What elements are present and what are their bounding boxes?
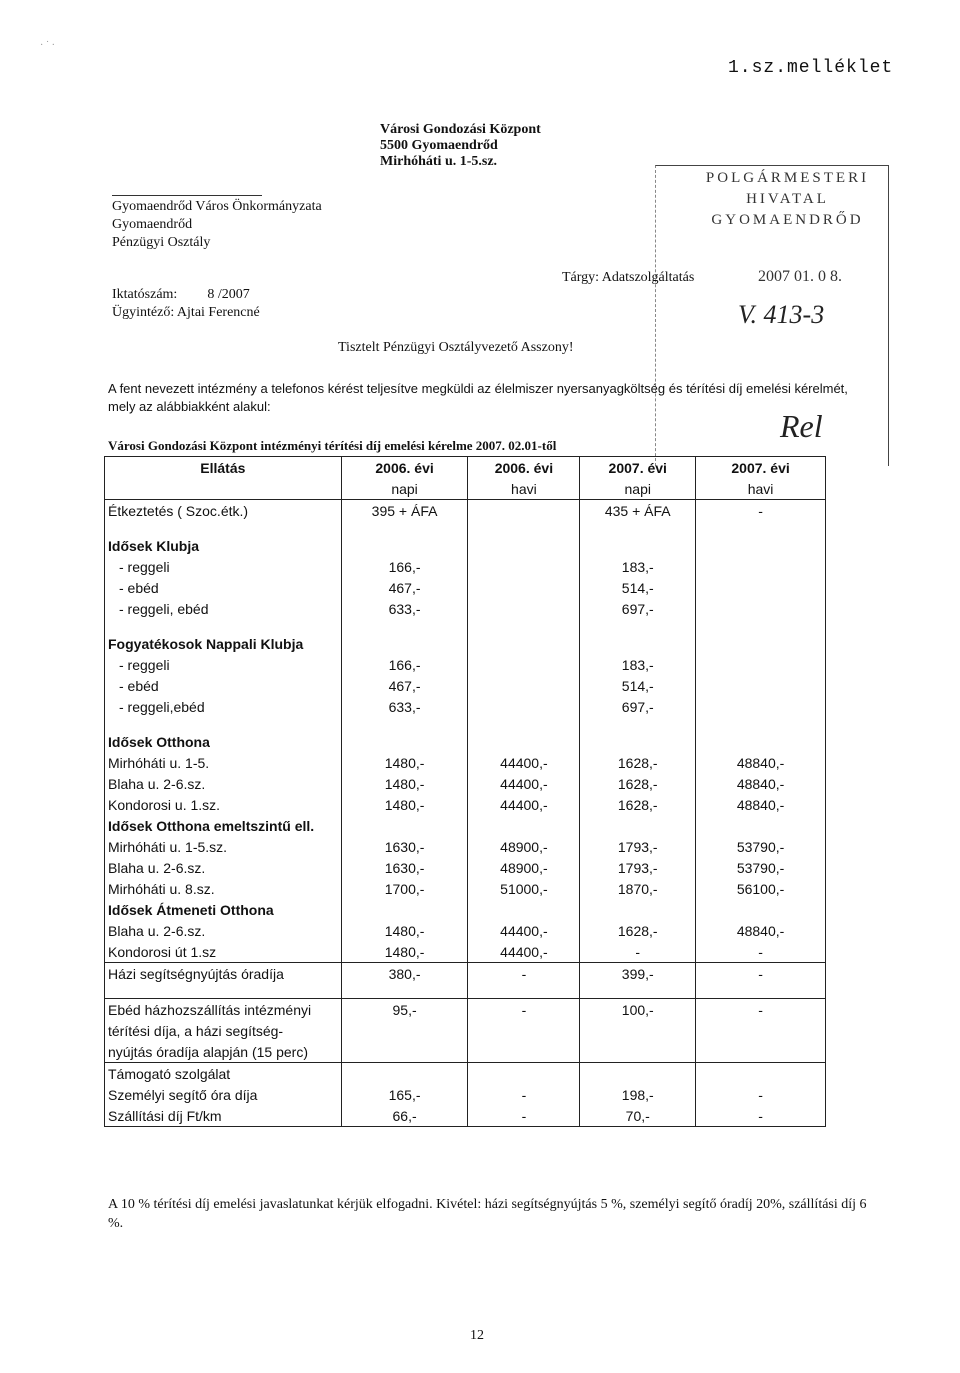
recipient-line-3: Pénzügyi Osztály xyxy=(112,235,211,250)
value-cell: 1793,- xyxy=(580,836,696,857)
value-cell: 697,- xyxy=(580,696,696,717)
value-cell: - xyxy=(468,1084,580,1105)
sender-line-2: 5500 Gyomaendrőd xyxy=(380,138,498,153)
value-cell: 1628,- xyxy=(580,773,696,794)
row-label-cell: Étkeztetés ( Szoc.étk.) xyxy=(105,500,342,522)
value-cell: 44400,- xyxy=(468,773,580,794)
greeting: Tisztelt Pénzügyi Osztályvezető Asszony! xyxy=(338,340,574,355)
value-cell: 44400,- xyxy=(468,920,580,941)
value-cell xyxy=(468,717,580,731)
row-label-cell: - ebéd xyxy=(105,675,342,696)
value-cell xyxy=(580,633,696,654)
value-cell xyxy=(341,984,468,999)
row-label-cell: Blaha u. 2-6.sz. xyxy=(105,857,342,878)
value-cell: 70,- xyxy=(580,1105,696,1127)
reference-block xyxy=(112,286,260,322)
value-cell xyxy=(580,619,696,633)
value-cell: 1793,- xyxy=(580,857,696,878)
value-cell xyxy=(696,1063,826,1085)
fee-table-body xyxy=(105,500,826,1127)
value-cell xyxy=(341,731,468,752)
table-row xyxy=(105,1084,826,1105)
iktatoszam-label: Iktatószám: xyxy=(112,287,178,302)
value-cell: 166,- xyxy=(341,556,468,577)
value-cell xyxy=(468,535,580,556)
value-cell xyxy=(468,633,580,654)
row-label-cell: Személyi segítő óra díja xyxy=(105,1084,342,1105)
row-label-cell: - reggeli, ebéd xyxy=(105,598,342,619)
iktatoszam xyxy=(112,286,260,304)
value-cell: 95,- xyxy=(341,999,468,1021)
sender-block xyxy=(380,122,541,170)
table-row xyxy=(105,598,826,619)
value-cell xyxy=(696,899,826,920)
table-row xyxy=(105,535,826,556)
value-cell xyxy=(468,899,580,920)
table-row xyxy=(105,857,826,878)
subject: Tárgy: Adatszolgáltatás xyxy=(562,270,695,285)
value-cell xyxy=(580,984,696,999)
value-cell: 1480,- xyxy=(341,941,468,963)
value-cell: - xyxy=(696,963,826,985)
row-label-cell: Blaha u. 2-6.sz. xyxy=(105,773,342,794)
value-cell: 399,- xyxy=(580,963,696,985)
value-cell xyxy=(468,731,580,752)
value-cell: - xyxy=(696,1105,826,1127)
table-header-row-2 xyxy=(105,478,826,500)
stamp-line-2: HIVATAL xyxy=(746,191,829,207)
value-cell: 183,- xyxy=(580,556,696,577)
value-cell xyxy=(341,521,468,535)
value-cell xyxy=(696,577,826,598)
value-cell: 697,- xyxy=(580,598,696,619)
stamp-handwritten-initials: Rel xyxy=(780,408,823,444)
row-label-cell: Mirhóháti u. 8.sz. xyxy=(105,878,342,899)
value-cell: 1630,- xyxy=(341,857,468,878)
stamp-line-1: POLGÁRMESTERI xyxy=(705,170,870,186)
table-row xyxy=(105,675,826,696)
value-cell xyxy=(696,535,826,556)
row-label-cell: Kondorosi út 1.sz xyxy=(105,941,342,963)
table-row xyxy=(105,1020,826,1041)
value-cell xyxy=(580,717,696,731)
table-row xyxy=(105,717,826,731)
stamp-date: 2007 01. 0 8. xyxy=(758,268,842,285)
table-row xyxy=(105,999,826,1021)
received-stamp-text xyxy=(690,168,885,231)
value-cell xyxy=(468,556,580,577)
value-cell: 395 + ÁFA xyxy=(341,500,468,522)
value-cell xyxy=(468,500,580,522)
value-cell: 514,- xyxy=(580,577,696,598)
value-cell xyxy=(696,1020,826,1041)
value-cell: - xyxy=(696,999,826,1021)
value-cell: 53790,- xyxy=(696,857,826,878)
value-cell xyxy=(696,717,826,731)
value-cell: 48840,- xyxy=(696,773,826,794)
value-cell: 1480,- xyxy=(341,773,468,794)
scan-speck: · ˙ · xyxy=(40,40,55,51)
value-cell xyxy=(468,675,580,696)
header-cell: 2007. évi xyxy=(696,457,826,479)
header-cell: napi xyxy=(580,478,696,500)
value-cell: 198,- xyxy=(580,1084,696,1105)
value-cell xyxy=(468,521,580,535)
value-cell: 165,- xyxy=(341,1084,468,1105)
value-cell xyxy=(580,1063,696,1085)
row-label-cell: Kondorosi u. 1.sz. xyxy=(105,794,342,815)
value-cell: 467,- xyxy=(341,577,468,598)
value-cell: 48900,- xyxy=(468,836,580,857)
row-label-cell: Mirhóháti u. 1-5.sz. xyxy=(105,836,342,857)
ugyintezo: Ügyintéző: Ajtai Ferencné xyxy=(112,305,260,320)
table-header-row-1 xyxy=(105,457,826,479)
fee-table xyxy=(104,456,826,1127)
row-label-cell: Idősek Otthona xyxy=(105,731,342,752)
value-cell xyxy=(580,521,696,535)
value-cell: 48840,- xyxy=(696,794,826,815)
value-cell: - xyxy=(696,1084,826,1105)
table-row xyxy=(105,1063,826,1085)
value-cell xyxy=(580,815,696,836)
table-row xyxy=(105,878,826,899)
value-cell xyxy=(341,633,468,654)
value-cell xyxy=(468,1041,580,1063)
footer-note: A 10 % térítési díj emelési javaslatunkat kérjük elfogadni. Kivétel: házi segítségnyújtás 5 %, személyi segítő óradíj 20%, szállítási díj 6 %. xyxy=(108,1197,867,1231)
table-row xyxy=(105,899,826,920)
table-row xyxy=(105,984,826,999)
row-label-cell: Mirhóháti u. 1-5. xyxy=(105,752,342,773)
value-cell: 435 + ÁFA xyxy=(580,500,696,522)
table-row xyxy=(105,1041,826,1063)
value-cell: 514,- xyxy=(580,675,696,696)
value-cell xyxy=(580,1020,696,1041)
value-cell xyxy=(580,731,696,752)
value-cell xyxy=(341,1041,468,1063)
value-cell: 1480,- xyxy=(341,920,468,941)
value-cell xyxy=(696,633,826,654)
value-cell: 1700,- xyxy=(341,878,468,899)
header-cell: 2007. évi xyxy=(580,457,696,479)
value-cell xyxy=(341,619,468,633)
value-cell: 380,- xyxy=(341,963,468,985)
header-cell: napi xyxy=(341,478,468,500)
value-cell: 1628,- xyxy=(580,752,696,773)
page-number: 12 xyxy=(470,1328,484,1343)
value-cell xyxy=(696,815,826,836)
value-cell xyxy=(696,731,826,752)
table-row xyxy=(105,941,826,963)
value-cell xyxy=(468,577,580,598)
value-cell xyxy=(696,521,826,535)
value-cell xyxy=(580,535,696,556)
table-row xyxy=(105,500,826,522)
table-row xyxy=(105,577,826,598)
sender-line-1: Városi Gondozási Központ xyxy=(380,122,541,137)
value-cell xyxy=(696,598,826,619)
table-row xyxy=(105,773,826,794)
value-cell: 48900,- xyxy=(468,857,580,878)
value-cell: 1630,- xyxy=(341,836,468,857)
table-row xyxy=(105,752,826,773)
stamp-line-3: GYOMAENDRŐD xyxy=(711,212,864,228)
value-cell xyxy=(468,619,580,633)
value-cell xyxy=(341,1020,468,1041)
row-label-cell: - reggeli xyxy=(105,654,342,675)
value-cell: 1870,- xyxy=(580,878,696,899)
value-cell: 44400,- xyxy=(468,794,580,815)
row-label-cell: Idősek Otthona emeltszintű ell. xyxy=(105,815,342,836)
value-cell: 66,- xyxy=(341,1105,468,1127)
value-cell xyxy=(696,696,826,717)
table-title: Városi Gondozási Központ intézményi térítési díj emelési kérelme 2007. 02.01-től xyxy=(108,438,557,453)
value-cell xyxy=(696,619,826,633)
value-cell: 166,- xyxy=(341,654,468,675)
stamp-handwritten-number: V. 413-3 xyxy=(738,300,825,329)
row-label-cell: nyújtás óradíja alapján (15 perc) xyxy=(105,1041,342,1063)
value-cell xyxy=(468,815,580,836)
table-row xyxy=(105,556,826,577)
table-row xyxy=(105,815,826,836)
value-cell: - xyxy=(468,963,580,985)
value-cell: 53790,- xyxy=(696,836,826,857)
value-cell: 183,- xyxy=(580,654,696,675)
row-label-cell: Szállítási díj Ft/km xyxy=(105,1105,342,1127)
table-row xyxy=(105,521,826,535)
value-cell xyxy=(580,1041,696,1063)
header-cell: Ellátás xyxy=(105,457,342,479)
value-cell: 633,- xyxy=(341,598,468,619)
row-label-cell xyxy=(105,619,342,633)
value-cell xyxy=(341,1063,468,1085)
value-cell xyxy=(468,598,580,619)
value-cell xyxy=(580,899,696,920)
value-cell xyxy=(468,696,580,717)
value-cell xyxy=(341,717,468,731)
value-cell: 1628,- xyxy=(580,794,696,815)
value-cell: - xyxy=(696,500,826,522)
header-cell: 2006. évi xyxy=(468,457,580,479)
table-row xyxy=(105,731,826,752)
value-cell xyxy=(696,654,826,675)
recipient-rule xyxy=(112,195,262,196)
value-cell xyxy=(696,1041,826,1063)
value-cell: 100,- xyxy=(580,999,696,1021)
value-cell: - xyxy=(468,1105,580,1127)
header-cell: havi xyxy=(696,478,826,500)
row-label-cell: Támogató szolgálat xyxy=(105,1063,342,1085)
row-label-cell: - ebéd xyxy=(105,577,342,598)
recipient-block xyxy=(112,195,322,252)
table-row xyxy=(105,836,826,857)
iktatoszam-value: 8 /2007 xyxy=(207,287,250,302)
value-cell xyxy=(468,654,580,675)
value-cell: 633,- xyxy=(341,696,468,717)
recipient-line-1: Gyomaendrőd Város Önkormányzata xyxy=(112,199,322,214)
value-cell xyxy=(468,984,580,999)
value-cell xyxy=(468,1063,580,1085)
header-cell: havi xyxy=(468,478,580,500)
value-cell: 51000,- xyxy=(468,878,580,899)
value-cell: 48840,- xyxy=(696,752,826,773)
value-cell: 44400,- xyxy=(468,752,580,773)
value-cell xyxy=(468,1020,580,1041)
value-cell xyxy=(341,815,468,836)
sender-line-3: Mirhóháti u. 1-5.sz. xyxy=(380,154,498,169)
value-cell: 1480,- xyxy=(341,752,468,773)
value-cell: - xyxy=(468,999,580,1021)
row-label-cell: Házi segítségnyújtás óradíja xyxy=(105,963,342,985)
row-label-cell: Idősek Átmeneti Otthona xyxy=(105,899,342,920)
recipient-line-2: Gyomaendrőd xyxy=(112,217,193,232)
table-row xyxy=(105,794,826,815)
table-row xyxy=(105,633,826,654)
row-label-cell: Blaha u. 2-6.sz. xyxy=(105,920,342,941)
table-row xyxy=(105,1105,826,1127)
row-label-cell: Ebéd házhozszállítás intézményi xyxy=(105,999,342,1021)
row-label-cell xyxy=(105,521,342,535)
row-label-cell xyxy=(105,717,342,731)
value-cell: 467,- xyxy=(341,675,468,696)
row-label-cell xyxy=(105,984,342,999)
table-row xyxy=(105,654,826,675)
value-cell xyxy=(341,899,468,920)
table-row xyxy=(105,619,826,633)
value-cell xyxy=(696,984,826,999)
table-row xyxy=(105,963,826,985)
value-cell: 1480,- xyxy=(341,794,468,815)
value-cell: - xyxy=(580,941,696,963)
value-cell: 44400,- xyxy=(468,941,580,963)
value-cell: - xyxy=(696,941,826,963)
value-cell xyxy=(696,556,826,577)
header-cell xyxy=(105,478,342,500)
value-cell: 56100,- xyxy=(696,878,826,899)
value-cell xyxy=(341,535,468,556)
value-cell xyxy=(696,675,826,696)
value-cell: 1628,- xyxy=(580,920,696,941)
header-cell: 2006. évi xyxy=(341,457,468,479)
row-label-cell: Fogyatékosok Nappali Klubja xyxy=(105,633,342,654)
intro-paragraph: A fent nevezett intézmény a telefonos kérést teljesítve megküldi az élelmiszer nyersanyagköltség és térítési díj emelési kérelmét, mely az alábbiakként alakul: xyxy=(108,381,848,414)
row-label-cell: Idősek Klubja xyxy=(105,535,342,556)
table-row xyxy=(105,696,826,717)
row-label-cell: térítési díja, a házi segítség- xyxy=(105,1020,342,1041)
table-row xyxy=(105,920,826,941)
annex-label: 1.sz.melléklet xyxy=(728,58,894,78)
row-label-cell: - reggeli,ebéd xyxy=(105,696,342,717)
value-cell: 48840,- xyxy=(696,920,826,941)
row-label-cell: - reggeli xyxy=(105,556,342,577)
